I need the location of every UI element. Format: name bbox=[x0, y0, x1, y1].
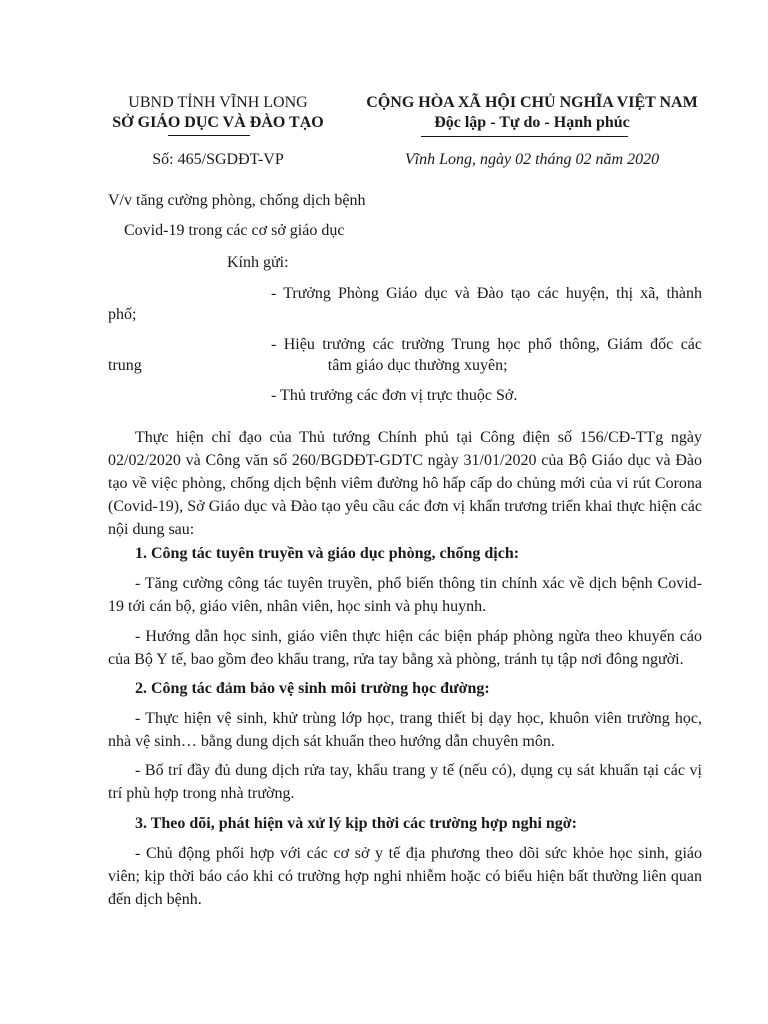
section-2-title: 2. Công tác đảm bảo vệ sinh môi trường học đường: bbox=[135, 680, 490, 697]
place-and-date: Vĩnh Long, ngày 02 tháng 02 năm 2020 bbox=[404, 151, 660, 168]
subject-line-2: Covid-19 trong các cơ sở giáo dục bbox=[124, 222, 345, 239]
agency-underline bbox=[168, 135, 250, 136]
recipient-1-line-2: phố; bbox=[108, 306, 137, 323]
national-title: CỘNG HÒA XÃ HỘI CHỦ NGHĨA VIỆT NAM bbox=[366, 94, 698, 111]
section-1-paragraph-2: - Hướng dẫn học sinh, giáo viên thực hiện các biện pháp phòng ngừa theo khuyến cáo của Bộ Y tế, bao gồm đeo khẩu trang, rửa tay bằng xà phòng, tránh tụ tập nơi đông người. bbox=[108, 628, 702, 668]
recipient-2-line-2a: trung bbox=[108, 357, 142, 374]
motto-underline bbox=[421, 136, 628, 137]
recipient-item bbox=[108, 385, 702, 406]
section-2-paragraph-2: - Bố trí đầy đủ dung dịch rửa tay, khẩu trang y tế (nếu có), dụng cụ sát khuẩn tại các vị trí phù hợp trong nhà trường. bbox=[108, 762, 702, 802]
recipient-item bbox=[108, 283, 702, 325]
section-1-title: 1. Công tác tuyên truyền và giáo dục phòng, chống dịch: bbox=[135, 545, 520, 562]
national-motto: Độc lập - Tự do - Hạnh phúc bbox=[434, 114, 630, 131]
document-number: Số: 465/SGDĐT-VP bbox=[152, 151, 284, 168]
section-3-title: 3. Theo dõi, phát hiện và xử lý kịp thời các trường hợp nghi ngờ: bbox=[135, 815, 577, 832]
national-heading-block bbox=[352, 93, 712, 133]
recipient-item bbox=[108, 334, 702, 376]
section-1-paragraph-1: - Tăng cường công tác tuyên truyền, phổ biến thông tin chính xác về dịch bệnh Covid-19 tới cán bộ, giáo viên, nhân viên, học sinh và phụ huynh. bbox=[108, 575, 702, 615]
recipient-3: - Thủ trưởng các đơn vị trực thuộc Sở. bbox=[271, 387, 518, 404]
issuing-agency-block bbox=[88, 93, 348, 133]
issuing-agency: SỞ GIÁO DỤC VÀ ĐÀO TẠO bbox=[112, 114, 324, 131]
subject-line-1: V/v tăng cường phòng, chống dịch bệnh bbox=[108, 192, 366, 209]
section-3-paragraph-1: - Chủ động phối hợp với các cơ sở y tế địa phương theo dõi sức khỏe học sinh, giáo viên; kịp thời báo cáo khi có trường hợp nghi nhiễm hoặc có biểu hiện bất thường liên quan đến dịch bệnh. bbox=[108, 845, 702, 908]
recipients-greeting: Kính gửi: bbox=[227, 254, 289, 271]
intro-paragraph: Thực hiện chỉ đạo của Thủ tướng Chính phủ tại Công điện số 156/CĐ-TTg ngày 02/02/2020 và Công văn số 260/BGDĐT-GDTC ngày 31/01/2020 của Bộ Giáo dục và Đào tạo về việc phòng, chống dịch bệnh viêm đường hô hấp cấp do chủng mới của vi rút Corona (Covid-19), Sở Giáo dục và Đào tạo yêu cầu các đơn vị khẩn trương triển khai thực hiện các nội dung sau: bbox=[108, 429, 702, 538]
parent-agency: UBND TỈNH VĨNH LONG bbox=[128, 94, 308, 111]
recipient-2-line-2 bbox=[108, 355, 702, 376]
section-2-paragraph-1: - Thực hiện vệ sinh, khử trùng lớp học, trang thiết bị dạy học, khuôn viên trường học, nhà vệ sinh… bằng dung dịch sát khuẩn theo hướng dẫn chuyên môn. bbox=[108, 710, 702, 750]
recipient-2-line-1: - Hiệu trưởng các trường Trung học phổ thông, Giám đốc các bbox=[271, 336, 702, 353]
recipient-1-line-1: - Trưởng Phòng Giáo dục và Đào tạo các huyện, thị xã, thành bbox=[271, 285, 702, 302]
recipient-2-line-2b: tâm giáo dục thường xuyên; bbox=[327, 357, 508, 374]
